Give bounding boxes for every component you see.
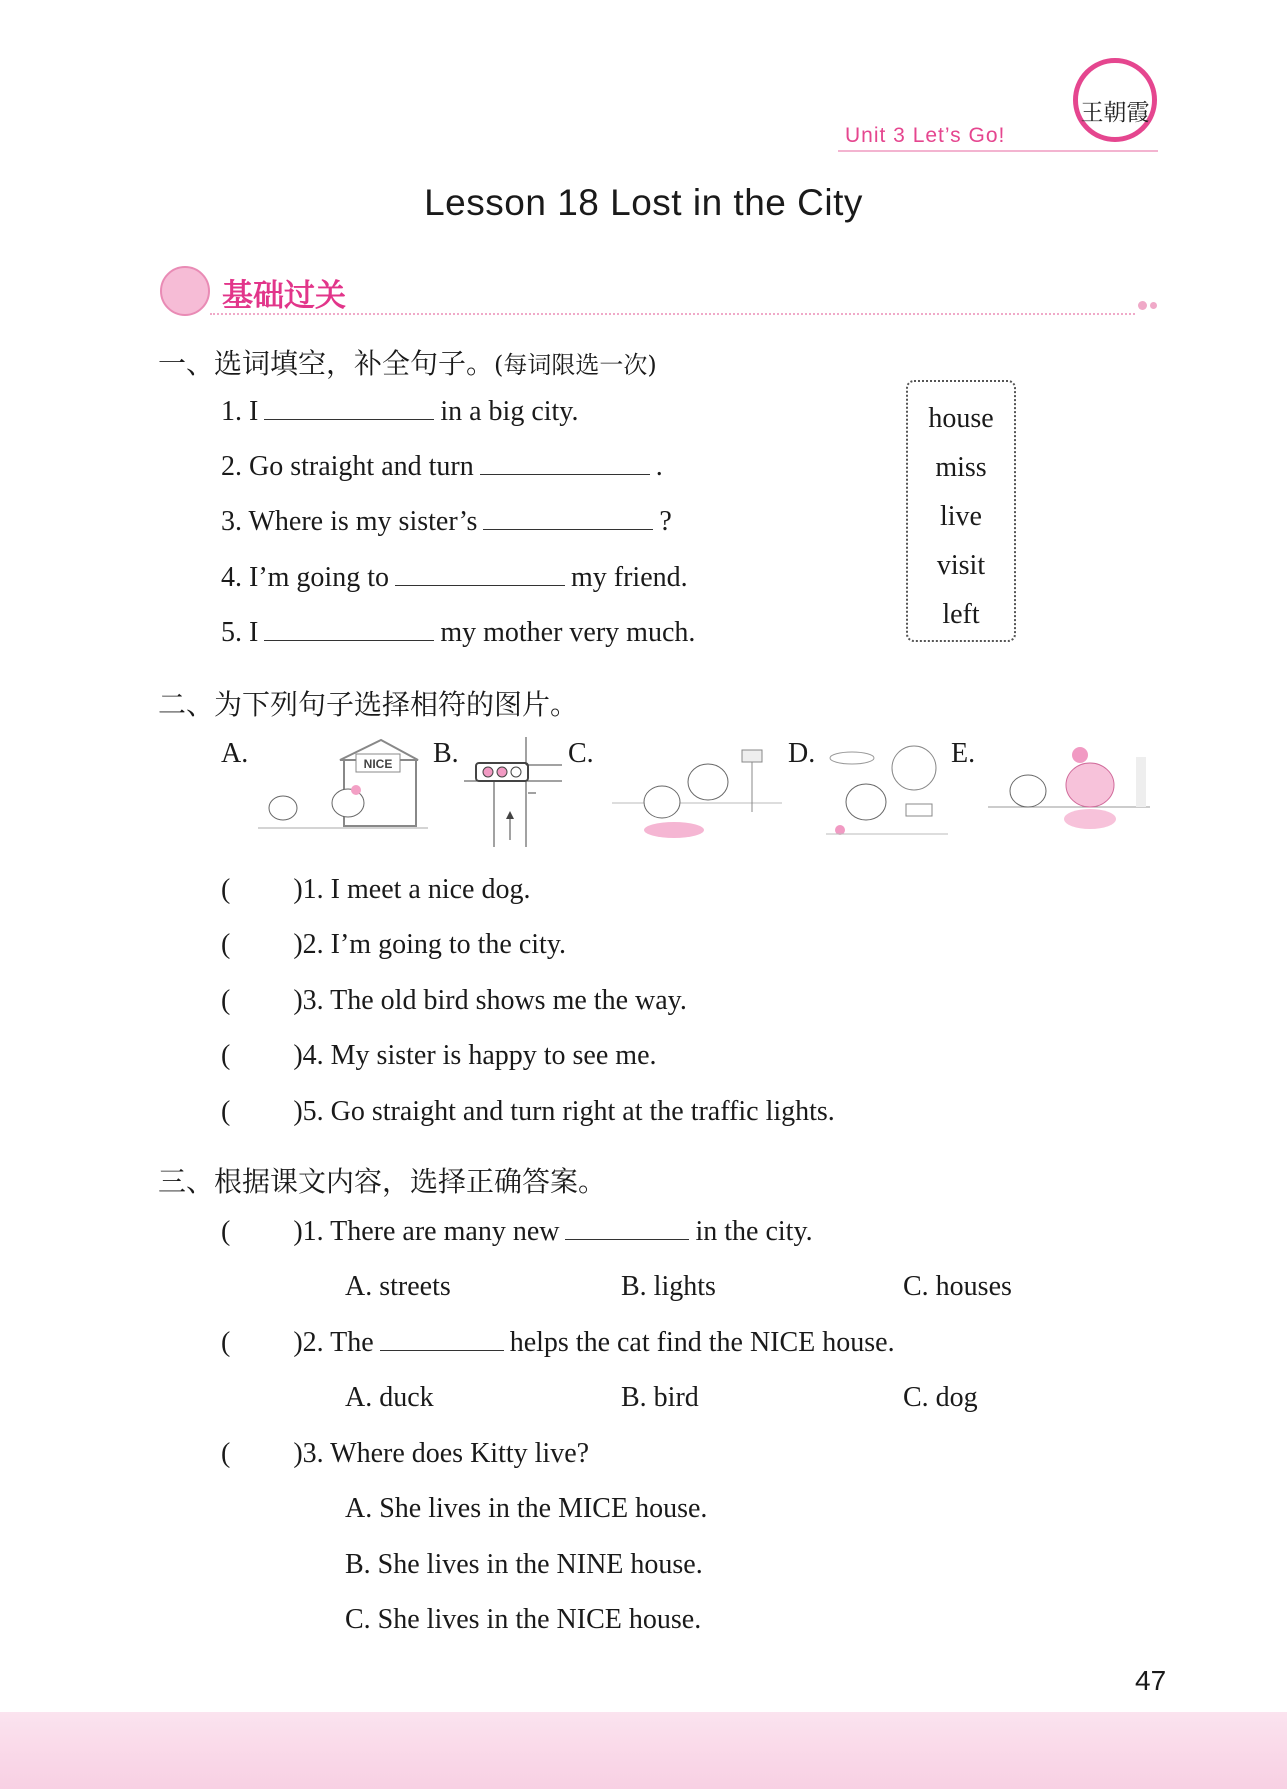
header-rule	[838, 150, 1158, 152]
picture-b-traffic-lights	[464, 735, 564, 847]
part2-heading: 二、为下列句子选择相符的图片。	[158, 688, 579, 721]
part3-question-2: ( )2. The helps the cat find the NICE house.	[221, 1327, 895, 1358]
answer-paren[interactable]: ( )	[221, 985, 303, 1016]
divider-dot	[1138, 301, 1147, 310]
answer-blank[interactable]	[264, 620, 434, 641]
picture-e-cat-and-sister	[988, 745, 1150, 837]
part3-q3-option-a[interactable]: A. She lives in the MICE house.	[345, 1493, 708, 1524]
answer-paren[interactable]: ( )	[221, 1438, 303, 1469]
section-divider	[210, 313, 1135, 315]
part3-q1-option-c[interactable]: C. houses	[903, 1271, 1012, 1302]
answer-blank[interactable]	[480, 454, 650, 475]
page-number: 47	[1135, 1665, 1167, 1696]
part2-question-1: ( )1. I meet a nice dog.	[221, 874, 531, 905]
part3-q3-option-c[interactable]: C. She lives in the NICE house.	[345, 1604, 702, 1635]
answer-blank[interactable]	[395, 565, 565, 586]
answer-paren[interactable]: ( )	[221, 874, 303, 905]
picture-c-cat-meets-dog	[612, 742, 782, 840]
picture-label-d: D.	[788, 738, 816, 769]
word-bank	[906, 380, 1016, 642]
section-cat-icon	[160, 266, 210, 316]
word-bank-item: visit	[936, 550, 986, 581]
unit-label: Unit 3 Let’s Go!	[845, 124, 1006, 147]
part3-question-1: ( )1. There are many new in the city.	[221, 1216, 813, 1247]
part3-q2-option-a[interactable]: A. duck	[345, 1382, 434, 1413]
publisher-logo-text: 王朝霞	[1080, 100, 1150, 125]
part2-question-5: ( )5. Go straight and turn right at the traffic lights.	[221, 1096, 835, 1127]
picture-label-b: B.	[433, 738, 459, 769]
part2-question-3: ( )3. The old bird shows me the way.	[221, 985, 687, 1016]
part1-item-3: 3. Where is my sister’s ?	[221, 506, 672, 537]
picture-label-e: E.	[951, 738, 976, 769]
answer-blank[interactable]	[565, 1219, 689, 1240]
part2-question-4: ( )4. My sister is happy to see me.	[221, 1040, 657, 1071]
part3-q1-option-b[interactable]: B. lights	[621, 1271, 716, 1302]
picture-label-a: A.	[221, 738, 249, 769]
part3-heading: 三、根据课文内容，选择正确答案。	[158, 1165, 607, 1198]
part3-question-3: ( )3. Where does Kitty live?	[221, 1438, 590, 1469]
answer-blank[interactable]	[483, 509, 653, 530]
answer-blank[interactable]	[264, 399, 434, 420]
part3-q1-option-a[interactable]: A. streets	[345, 1271, 451, 1302]
answer-blank[interactable]	[380, 1330, 504, 1351]
part1-item-5: 5. I my mother very much.	[221, 617, 696, 648]
part1-item-4: 4. I’m going to my friend.	[221, 562, 688, 593]
picture-label-c: C.	[568, 738, 594, 769]
word-bank-item: live	[940, 501, 982, 532]
part1-heading: 一、选词填空，补全句子。(每词限选一次)	[158, 347, 657, 380]
answer-paren[interactable]: ( )	[221, 1040, 303, 1071]
answer-paren[interactable]: ( )	[221, 1327, 303, 1358]
divider-dot	[1150, 302, 1157, 309]
part3-q3-option-b[interactable]: B. She lives in the NINE house.	[345, 1549, 703, 1580]
picture-a-nice-house	[258, 738, 428, 838]
picture-d-cat-thinking	[826, 742, 948, 842]
part1-item-1: 1. I in a big city.	[221, 396, 579, 427]
footer-band	[0, 1712, 1287, 1789]
nice-sign-text: NICE	[363, 757, 393, 771]
part2-question-2: ( )2. I’m going to the city.	[221, 929, 567, 960]
answer-paren[interactable]: ( )	[221, 1216, 303, 1247]
part1-item-2: 2. Go straight and turn .	[221, 451, 663, 482]
word-bank-item: miss	[935, 452, 987, 483]
word-bank-item: house	[928, 403, 994, 434]
part3-q2-option-b[interactable]: B. bird	[621, 1382, 699, 1413]
section-title: 基础过关	[222, 278, 346, 313]
answer-paren[interactable]: ( )	[221, 929, 303, 960]
answer-paren[interactable]: ( )	[221, 1096, 303, 1127]
lesson-title: Lesson 18 Lost in the City	[424, 182, 863, 223]
part3-q2-option-c[interactable]: C. dog	[903, 1382, 978, 1413]
word-bank-item: left	[942, 599, 980, 630]
